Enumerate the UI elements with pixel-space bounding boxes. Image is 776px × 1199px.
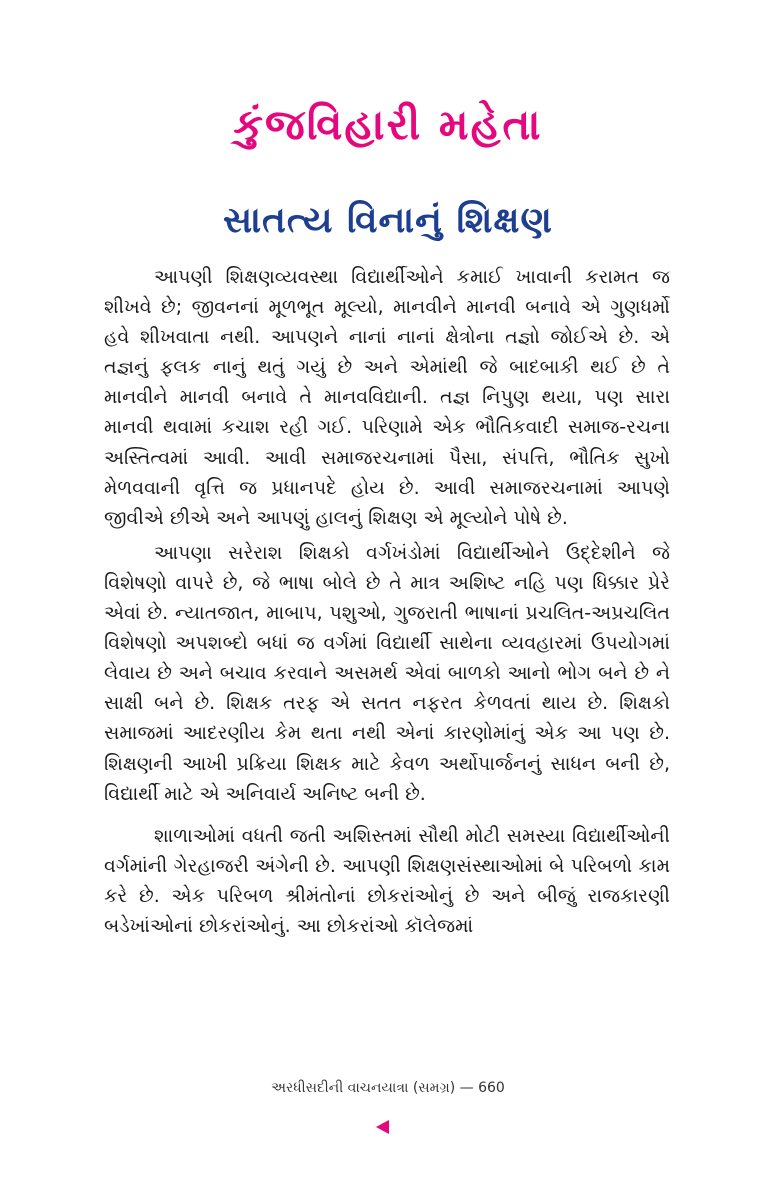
paragraph: આપણા સરેરાશ શિક્ષકો વર્ગખંડોમાં વિદ્યાર્થીઓને ઉદ્દેશીને જે વિશેષણો વાપરે છે, જે ભાષા બોલે છે તે માત્ર અશિષ્ટ નહિ પણ ધિક્કાર પ્રેરે એવાં છે. ન્યાતજાત, માબાપ, પશુઓ, ગુજરાતી ભાષાનાં પ્રચલિત-અપ્રચલિત વિશેષણો અપશબ્દો બધાં જ વર્ગમાં વિદ્યાર્થી સાથેના વ્યવહારમાં ઉપયોગમાં લેવાય છે અને બચાવ કરવાને અસમર્થ એવાં બાળકો આનો ભોગ બને છે ને સાક્ષી બને છે. શિક્ષક તરફ એ સતત નફરત કેળવતાં થાય છે. શિક્ષકો સમાજમાં આદરણીય કેમ થતા નથી એનાં કારણોમાંનું એક આ પણ છે. શિક્ષણની આખી પ્રક્રિયા શિક્ષક માટે કેવળ અર્થોપાર્જનનું સાધન બની છે, વિદ્યાર્થી માટે એ અનિવાર્ય અનિષ્ટ બની છે. <box>104 541 670 805</box>
page-footer: અરધીસદીની વાચનયાત્રા (સમગ્ર) — 660 <box>271 1080 505 1096</box>
paragraph: શાળાઓમાં વધતી જતી અશિસ્તમાં સૌથી મોટી સમસ્યા વિદ્યાર્થીઓની વર્ગમાંની ગેરહાજરી અંગેની છે. આપણી શિક્ષણસંસ્થાઓમાં બે પરિબળો કામ કરે છે. એક પરિબળ શ્રીમંતોનાં છોકરાંઓનું છે અને બીજું રાજકારણી બડેખાંઓનાં છોકરાંઓનું. આ છોકરાંઓ કૉલેજમાં <box>104 824 670 937</box>
previous-page-arrow-icon[interactable] <box>376 1120 389 1134</box>
author-name: કુંજવિહારી મહેતા <box>233 100 543 149</box>
article-title: સાતત્ય વિનાનું શિક્ષણ <box>223 200 553 241</box>
article-body <box>104 262 670 941</box>
paragraph: આપણી શિક્ષણવ્યવસ્થા વિદ્યાર્થીઓને કમાઈ ખાવાની કરામત જ શીખવે છે; જીવનનાં મૂળભૂત મૂલ્યો, માનવીને માનવી બનાવે એ ગુણધર્મો હવે શીખવાતા નથી. આપણને નાનાં નાનાં ક્ષેત્રોના તજ્ઞો જોઈએ છે. એ તજ્ઞનું ફલક નાનું થતું ગયું છે અને એમાંથી જે બાદબાકી થઈ છે તે માનવીને માનવી બનાવે તે માનવવિદ્યાની. તજ્ઞ નિપુણ થયા, પણ સારા માનવી થવામાં કચાશ રહી ગઈ. પરિણામે એક ભૌતિકવાદી સમાજ-રચના અસ્તિત્વમાં આવી. આવી સમાજરચનામાં પૈસા, સંપત્તિ, ભૌતિક સુખો મેળવવાની વૃત્તિ જ પ્રધાનપદે હોય છે. આવી સમાજરચનામાં આપણે જીવીએ છીએ અને આપણું હાલનું શિક્ષણ એ મૂલ્યોને પોષે છે. <box>104 266 670 529</box>
